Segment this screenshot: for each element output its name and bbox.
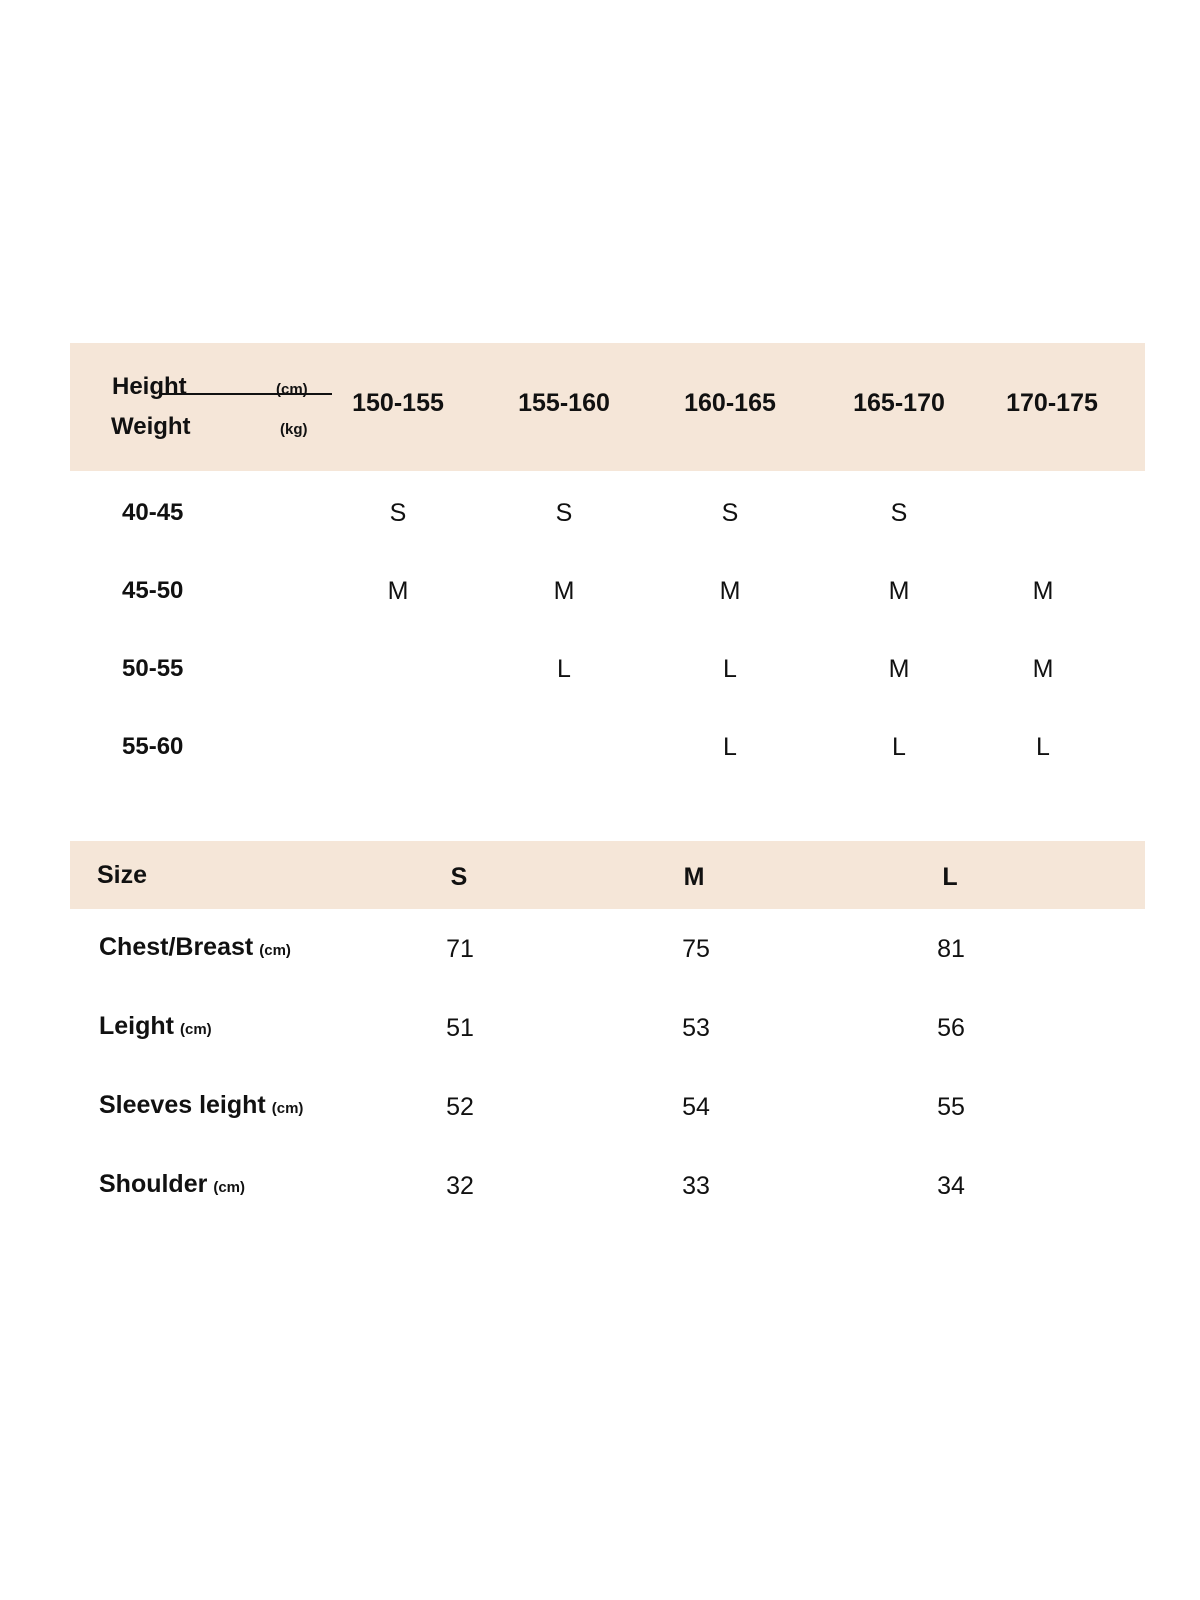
measurement-label: [99, 1012, 212, 1041]
height-unit: (cm): [276, 381, 308, 398]
measurement-value: 32: [446, 1172, 474, 1200]
measurement-value: 56: [937, 1014, 965, 1042]
height-label: Height: [112, 373, 187, 400]
size-cell: L: [1036, 733, 1050, 761]
weight-row-label: 50-55: [122, 655, 184, 682]
size-cell: M: [1032, 577, 1054, 605]
size-cell: L: [557, 655, 571, 683]
size-cell: L: [723, 655, 737, 683]
weight-row: [70, 471, 1145, 549]
measurement-value: 75: [682, 935, 710, 963]
size-column-header: L: [942, 863, 958, 891]
weight-row: [70, 705, 1145, 783]
measurement-value: 55: [937, 1093, 965, 1121]
size-cell: S: [890, 499, 908, 527]
weight-row-label: 40-45: [122, 499, 184, 526]
size-column-header: S: [450, 863, 468, 891]
measurement-name: Chest/Breast: [99, 933, 254, 961]
measurement-row: [70, 988, 1145, 1067]
measurement-label: [99, 1170, 245, 1199]
weight-label: Weight: [111, 413, 191, 440]
weight-row: [70, 549, 1145, 627]
height-column-header: 155-160: [518, 389, 610, 417]
measurement-row: [70, 1146, 1145, 1225]
weight-unit: (kg): [280, 421, 308, 438]
measurement-value: 52: [446, 1093, 474, 1121]
weight-row: [70, 627, 1145, 705]
size-cell: L: [892, 733, 906, 761]
height-column-header: 150-155: [352, 389, 444, 417]
measurement-value: 81: [937, 935, 965, 963]
size-header-label: Size: [97, 861, 148, 889]
measurement-name: Sleeves leight: [99, 1091, 266, 1119]
height-column-header: 170-175: [1006, 389, 1098, 417]
measurement-value: 51: [446, 1014, 474, 1042]
height-weight-size-table: [70, 343, 1145, 783]
measurement-row: [70, 909, 1145, 988]
measurement-row: [70, 1067, 1145, 1146]
size-cell: S: [389, 499, 407, 527]
measurement-value: 54: [682, 1093, 710, 1121]
size-cell: M: [1032, 655, 1054, 683]
size-cell: S: [721, 499, 739, 527]
weight-row-label: 55-60: [122, 733, 184, 760]
measurement-name: Leight: [99, 1012, 174, 1040]
size-cell: S: [555, 499, 573, 527]
size-header-row: [70, 841, 1145, 909]
weight-row-label: 45-50: [122, 577, 184, 604]
height-column-header: 160-165: [684, 389, 776, 417]
size-column-header: M: [683, 863, 705, 891]
measurement-unit: (cm): [213, 1179, 246, 1196]
height-weight-corner-cell: [70, 343, 308, 471]
size-cell: M: [387, 577, 409, 605]
size-measurement-table: [70, 841, 1145, 1225]
measurement-unit: (cm): [259, 942, 291, 959]
measurement-label: [99, 933, 291, 962]
measurement-unit: (cm): [271, 1100, 304, 1117]
measurement-name: Shoulder: [99, 1170, 208, 1198]
measurement-unit: (cm): [180, 1021, 212, 1038]
size-cell: M: [888, 577, 910, 605]
size-cell: L: [723, 733, 737, 761]
corner-divider-line: [159, 393, 332, 395]
size-cell: M: [888, 655, 910, 683]
measurement-value: 71: [446, 935, 474, 963]
measurement-value: 33: [682, 1172, 710, 1200]
size-cell: M: [719, 577, 741, 605]
measurement-label: [99, 1091, 303, 1120]
measurement-value: 34: [937, 1172, 965, 1200]
size-cell: M: [553, 577, 575, 605]
measurement-value: 53: [682, 1014, 710, 1042]
height-column-header: 165-170: [853, 389, 945, 417]
height-weight-header-row: [70, 343, 1145, 471]
